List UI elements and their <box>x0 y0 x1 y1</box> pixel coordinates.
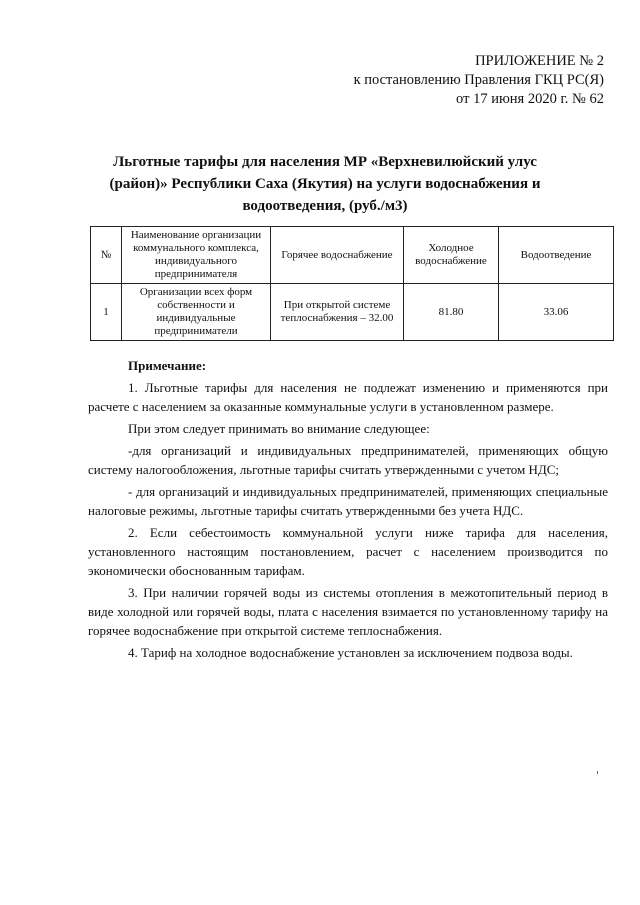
cell-hot-water: При открытой системе теплоснабжения – 32.00 <box>271 284 404 341</box>
notes-title: Примечание: <box>128 358 207 373</box>
appendix-header <box>354 52 604 109</box>
header-organization: Наименование организации коммунального комплекса, индивидуального предпринимателя <box>122 227 271 284</box>
appendix-resolution-ref: к постановлению Правления ГКЦ РС(Я) <box>353 72 604 88</box>
table-row <box>91 284 614 341</box>
header-number: № <box>91 227 122 284</box>
table-header-row <box>91 227 614 284</box>
note-paragraph: 1. Льготные тарифы для населения не подлежат изменению и применяются при расчете с населением за оказанные коммунальные услуги в установленном размере. <box>88 380 608 414</box>
note-paragraph: 3. При наличии горячей воды из системы отопления в межотопительный период в виде холодной или горячей воды, плата с населения взимается по установленному тарифу на горячее водоснабжение при открытой системе теплоснабжения. <box>88 585 608 638</box>
cell-number: 1 <box>91 284 122 341</box>
tariff-table <box>90 226 614 341</box>
document-title: Льготные тарифы для населения МР «Верхневилюйский улус (район)» Республики Саха (Якутия) на услуги водоснабжения и водоотведения, (руб./м3) <box>109 154 541 214</box>
note-paragraph: При этом следует принимать во внимание следующее: <box>128 421 430 436</box>
appendix-number: ПРИЛОЖЕНИЕ № 2 <box>475 53 604 69</box>
appendix-date: от 17 июня 2020 г. № 62 <box>456 91 604 107</box>
note-paragraph: - для организаций и индивидуальных предпринимателей, применяющих специальные налоговые режимы, льготные тарифы считать утвержденными без учета НДС. <box>88 484 608 518</box>
note-paragraph: -для организаций и индивидуальных предпринимателей, применяющих общую систему налогообложения, льготные тарифы считать утвержденными с учетом НДС; <box>88 443 608 477</box>
notes-section <box>88 356 608 665</box>
scan-speck <box>597 771 598 774</box>
note-paragraph: 4. Тариф на холодное водоснабжение установлен за исключением подвоза воды. <box>128 645 573 660</box>
cell-sewerage: 33.06 <box>499 284 614 341</box>
header-cold-water: Холодное водоснабжение <box>404 227 499 284</box>
cell-organization: Организации всех форм собственности и индивидуальные предприниматели <box>122 284 271 341</box>
note-paragraph: 2. Если себестоимость коммунальной услуги ниже тарифа для населения, установленного настоящим постановлением, расчет с населением производится по экономически обоснованным тарифам. <box>88 525 608 578</box>
cell-cold-water: 81.80 <box>404 284 499 341</box>
header-sewerage: Водоотведение <box>499 227 614 284</box>
header-hot-water: Горячее водоснабжение <box>271 227 404 284</box>
